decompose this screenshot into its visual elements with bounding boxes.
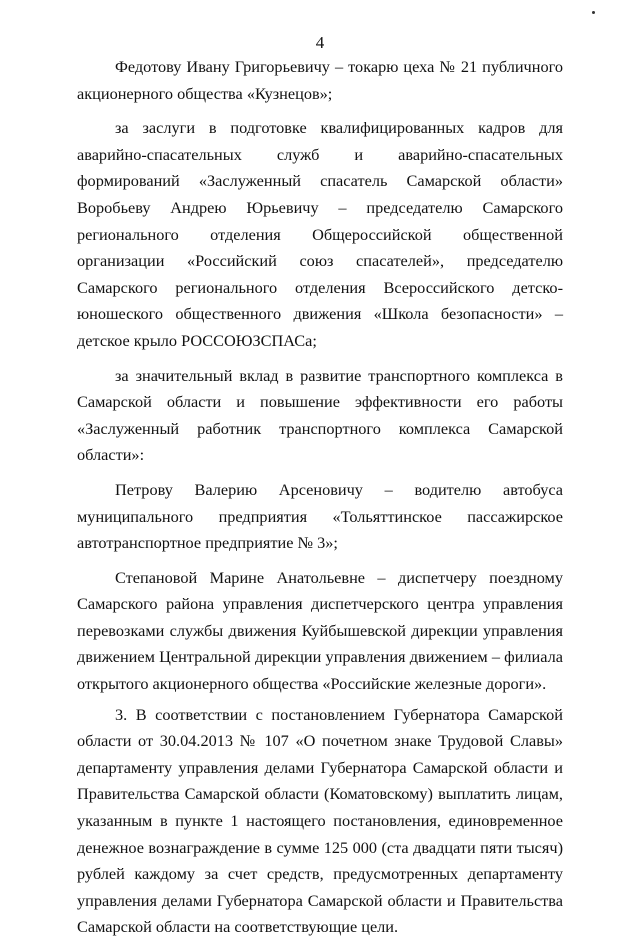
paragraph-award-petrov: Петрову Валерию Арсеновичу – водителю автобуса муниципального предприятия «Тольяттинское пассажирское автотранспортное предприятие № 3»; [77,479,563,553]
paragraph-transport-award: за значительный вклад в развитие транспортного комплекса в Самарской области и повышение эффективности его работы «Заслуженный работник транспортного комплекса Самарской области»: [77,365,563,465]
paragraph-award-fedotov: Федотову Ивану Григорьевичу – токарю цеха № 21 публичного акционерного общества «Кузнецов»; [77,57,563,103]
document-body [77,54,563,941]
page-number: 4 [315,33,325,52]
paragraph-clause-3: 3. В соответствии с постановлением Губернатора Самарской области от 30.04.2013 № 107 «О почетном знаке Трудовой Славы» департаменту управления делами Губернатора Самарской области и Правительства Самарской области (Коматовскому) выплатить лицам, указанным в пункте 1 настоящего постановления, единовременное денежное вознаграждение в сумме 125 000 (ста двадцати пяти тысяч) рублей каждому за счет средств, предусмотренных департаменту управления делами Губернатора Самарской области и Правительства Самарской области на соответствующие цели. [77,704,563,937]
paragraph-rescuer-award: за заслуги в подготовке квалифицированных кадров для аварийно-спасательных служб и аварийно-спасательных формирований «Заслуженный спасатель Самарской области» Воробьеву Андрею Юрьевичу – председателю Самарского регионального отделения Общероссийской общественной организации «Российский союз спасателей», председателю Самарского регионального отделения Всероссийского детско-юношеского общественного движения «Школа безопасности» – детское крыло РОССОЮЗСПАСа; [77,118,563,350]
scan-speck [592,11,595,14]
paragraph-award-stepanova: Степановой Марине Анатольевне – диспетчеру поездному Самарского района управления диспетчерского центра управления перевозками службы движения Куйбышевской дирекции управления движением Центральной дирекции управления движением – филиала открытого акционерного общества «Российские железные дороги». [77,567,563,694]
